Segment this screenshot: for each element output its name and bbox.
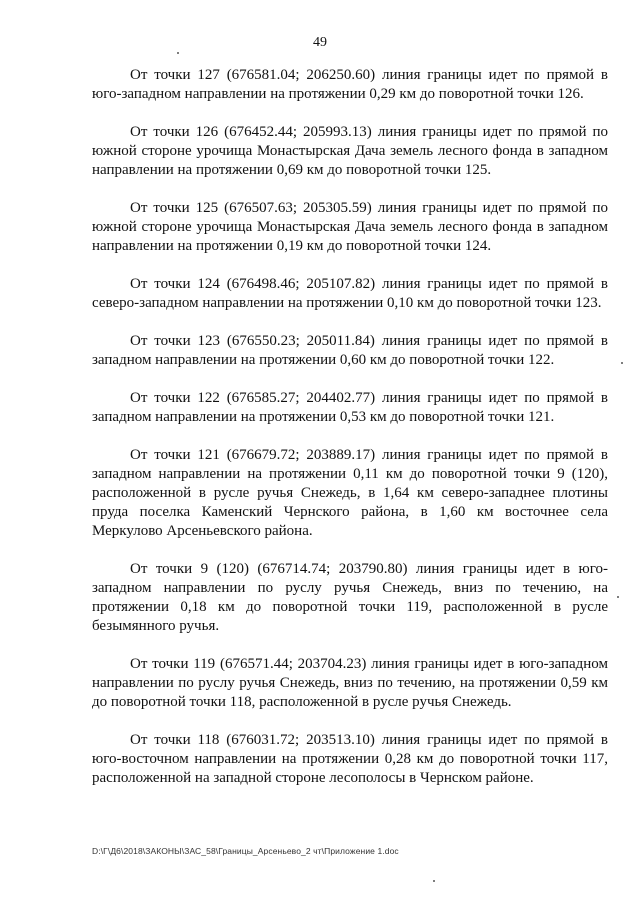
paragraph-point-119: От точки 119 (676571.44; 203704.23) линия границы идет в юго-западном направлении по руслу ручья Снежедь, вниз по течению, на протяжении 0,59 км до поворотной точки 118, расположенной в русле ручья Снежедь.	[92, 656, 608, 710]
paragraph-point-125: От точки 125 (676507.63; 205305.59) линия границы идет по прямой по южной стороне урочища Монастырская Дача земель лесного фонда в западном направлении на протяжении 0,19 км до поворотной точки 124.	[92, 200, 608, 254]
page-number: 49	[313, 35, 327, 50]
paragraph-point-124: От точки 124 (676498.46; 205107.82) линия границы идет по прямой в северо-западном направлении на протяжении 0,10 км до поворотной точки 123.	[92, 276, 608, 311]
paragraph-point-126: От точки 126 (676452.44; 205993.13) линия границы идет по прямой по южной стороне урочища Монастырская Дача земель лесного фонда в западном направлении на протяжении 0,69 км до поворотной точки 125.	[92, 124, 608, 178]
paragraph-point-121: От точки 121 (676679.72; 203889.17) линия границы идет по прямой в западном направлении на протяжении 0,11 км до поворотной точки 9 (120), расположенной в русле ручья Снежедь, в 1,64 км северо-западнее плотины пруда поселка Каменский Чернского района, в 1,60 км восточнее села Меркулово Арсеньевского района.	[92, 447, 608, 539]
paragraph-point-118: От точки 118 (676031.72; 203513.10) линия границы идет по прямой в юго-восточном направлении на протяжении 0,28 км до поворотной точки 117, расположенной на западной стороне лесополосы в Чернском районе.	[92, 732, 608, 786]
scan-speck	[433, 880, 435, 882]
scan-speck	[177, 52, 179, 54]
paragraph-point-123: От точки 123 (676550.23; 205011.84) линия границы идет по прямой в западном направлении на протяжении 0,60 км до поворотной точки 122.	[92, 333, 608, 368]
scan-speck	[621, 362, 623, 364]
footer-file-path: D:\Г\Д6\2018\ЗАКОНЫ\ЗАС_58\Границы_Арсеньево_2 чт\Приложение 1.doc	[92, 846, 399, 856]
paragraph-point-122: От точки 122 (676585.27; 204402.77) линия границы идет по прямой в западном направлении на протяжении 0,53 км до поворотной точки 121.	[92, 390, 608, 425]
scan-speck	[617, 596, 619, 598]
document-body	[92, 66, 608, 807]
paragraph-point-127: От точки 127 (676581.04; 206250.60) линия границы идет по прямой в юго-западном направлении на протяжении 0,29 км до поворотной точки 126.	[92, 67, 608, 102]
paragraph-point-9-120: От точки 9 (120) (676714.74; 203790.80) линия границы идет в юго-западном направлении по руслу ручья Снежедь, вниз по течению, на протяжении 0,18 км до поворотной точки 119, расположенной в русле безымянного ручья.	[92, 561, 608, 634]
